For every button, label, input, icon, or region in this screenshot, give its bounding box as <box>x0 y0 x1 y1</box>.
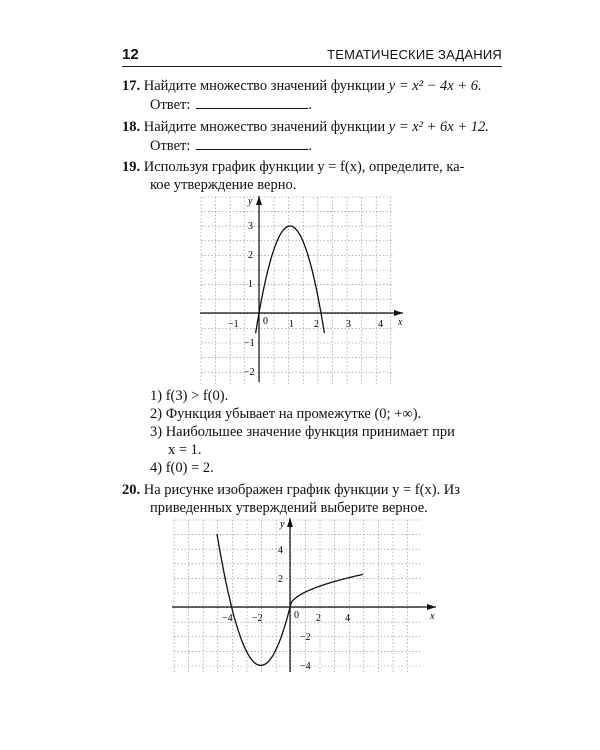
task-text: Найдите множество значений функции <box>143 119 386 135</box>
y-axis-label: y <box>280 519 285 530</box>
task-20-line-1 <box>122 482 460 499</box>
answer-blank[interactable] <box>196 137 308 150</box>
y-tick-label: 1 <box>248 279 253 290</box>
y-tick-label: −2 <box>244 367 255 378</box>
answer-line-17: Ответ: . <box>150 97 312 113</box>
task-number: 18. <box>122 119 141 135</box>
x-tick-label: 3 <box>346 319 351 330</box>
y-tick-label: 3 <box>248 221 253 232</box>
y-tick-label: 4 <box>278 545 283 556</box>
y-axis-label: y <box>248 196 253 207</box>
task-text: На рисунке изображен график функции y = f(x). Из <box>143 482 460 498</box>
option-3: 3) Наибольшее значение функция принимает при <box>150 424 455 440</box>
y-tick-label: 2 <box>278 574 283 585</box>
x-tick-label: 2 <box>314 319 319 330</box>
option-1: 1) f(3) > f(0). <box>150 388 229 404</box>
x-tick-label: −1 <box>228 319 239 330</box>
x-tick-label: 0 <box>294 610 299 621</box>
task-text: Найдите множество значений функции <box>143 78 386 94</box>
y-arrow <box>256 196 262 205</box>
function-curve <box>217 534 363 665</box>
y-tick-label: −1 <box>244 338 255 349</box>
task-19-line-2: кое утверждение верно. <box>150 177 297 193</box>
task-number: 17. <box>122 78 141 94</box>
x-arrow <box>427 604 436 610</box>
x-tick-label: 0 <box>263 316 268 327</box>
x-axis-label: x <box>430 611 435 622</box>
task-20-line-2: приведенных утверждений выберите верное. <box>150 500 428 516</box>
x-tick-label: 1 <box>289 319 294 330</box>
x-axis-label: x <box>398 317 403 328</box>
option-4: 4) f(0) = 2. <box>150 460 214 476</box>
option-3-cont: x = 1. <box>168 442 202 458</box>
answer-blank[interactable] <box>196 96 308 109</box>
x-tick-label: −2 <box>252 613 263 624</box>
y-arrow <box>287 518 293 527</box>
x-tick-label: 2 <box>316 613 321 624</box>
y-tick-label: −4 <box>300 661 311 672</box>
task-number: 20. <box>122 482 141 498</box>
task-number: 19. <box>122 159 141 175</box>
task-text: Используя график функции y = f(x), определите, ка- <box>143 159 465 175</box>
task-17 <box>122 78 482 95</box>
task-formula: y = x² − 4x + 6. <box>388 78 482 94</box>
page-number: 12 <box>122 46 139 63</box>
task-formula: y = x² + 6x + 12. <box>388 119 489 135</box>
y-tick-label: 2 <box>248 250 253 261</box>
answer-line-18: Ответ: . <box>150 138 312 154</box>
y-tick-label: −2 <box>300 632 311 643</box>
task-18 <box>122 119 489 136</box>
option-2: 2) Функция убывает на промежутке (0; +∞). <box>150 406 422 422</box>
task-19-line-1 <box>122 159 464 176</box>
x-arrow <box>394 310 403 316</box>
section-title: ТЕМАТИЧЕСКИЕ ЗАДАНИЯ <box>327 47 502 62</box>
answer-label: Ответ: <box>150 138 191 154</box>
x-tick-label: −4 <box>222 613 233 624</box>
answer-label: Ответ: <box>150 97 191 113</box>
x-tick-label: 4 <box>378 319 383 330</box>
function-curve <box>256 226 325 333</box>
page-header <box>122 44 502 67</box>
x-tick-label: 4 <box>345 613 350 624</box>
